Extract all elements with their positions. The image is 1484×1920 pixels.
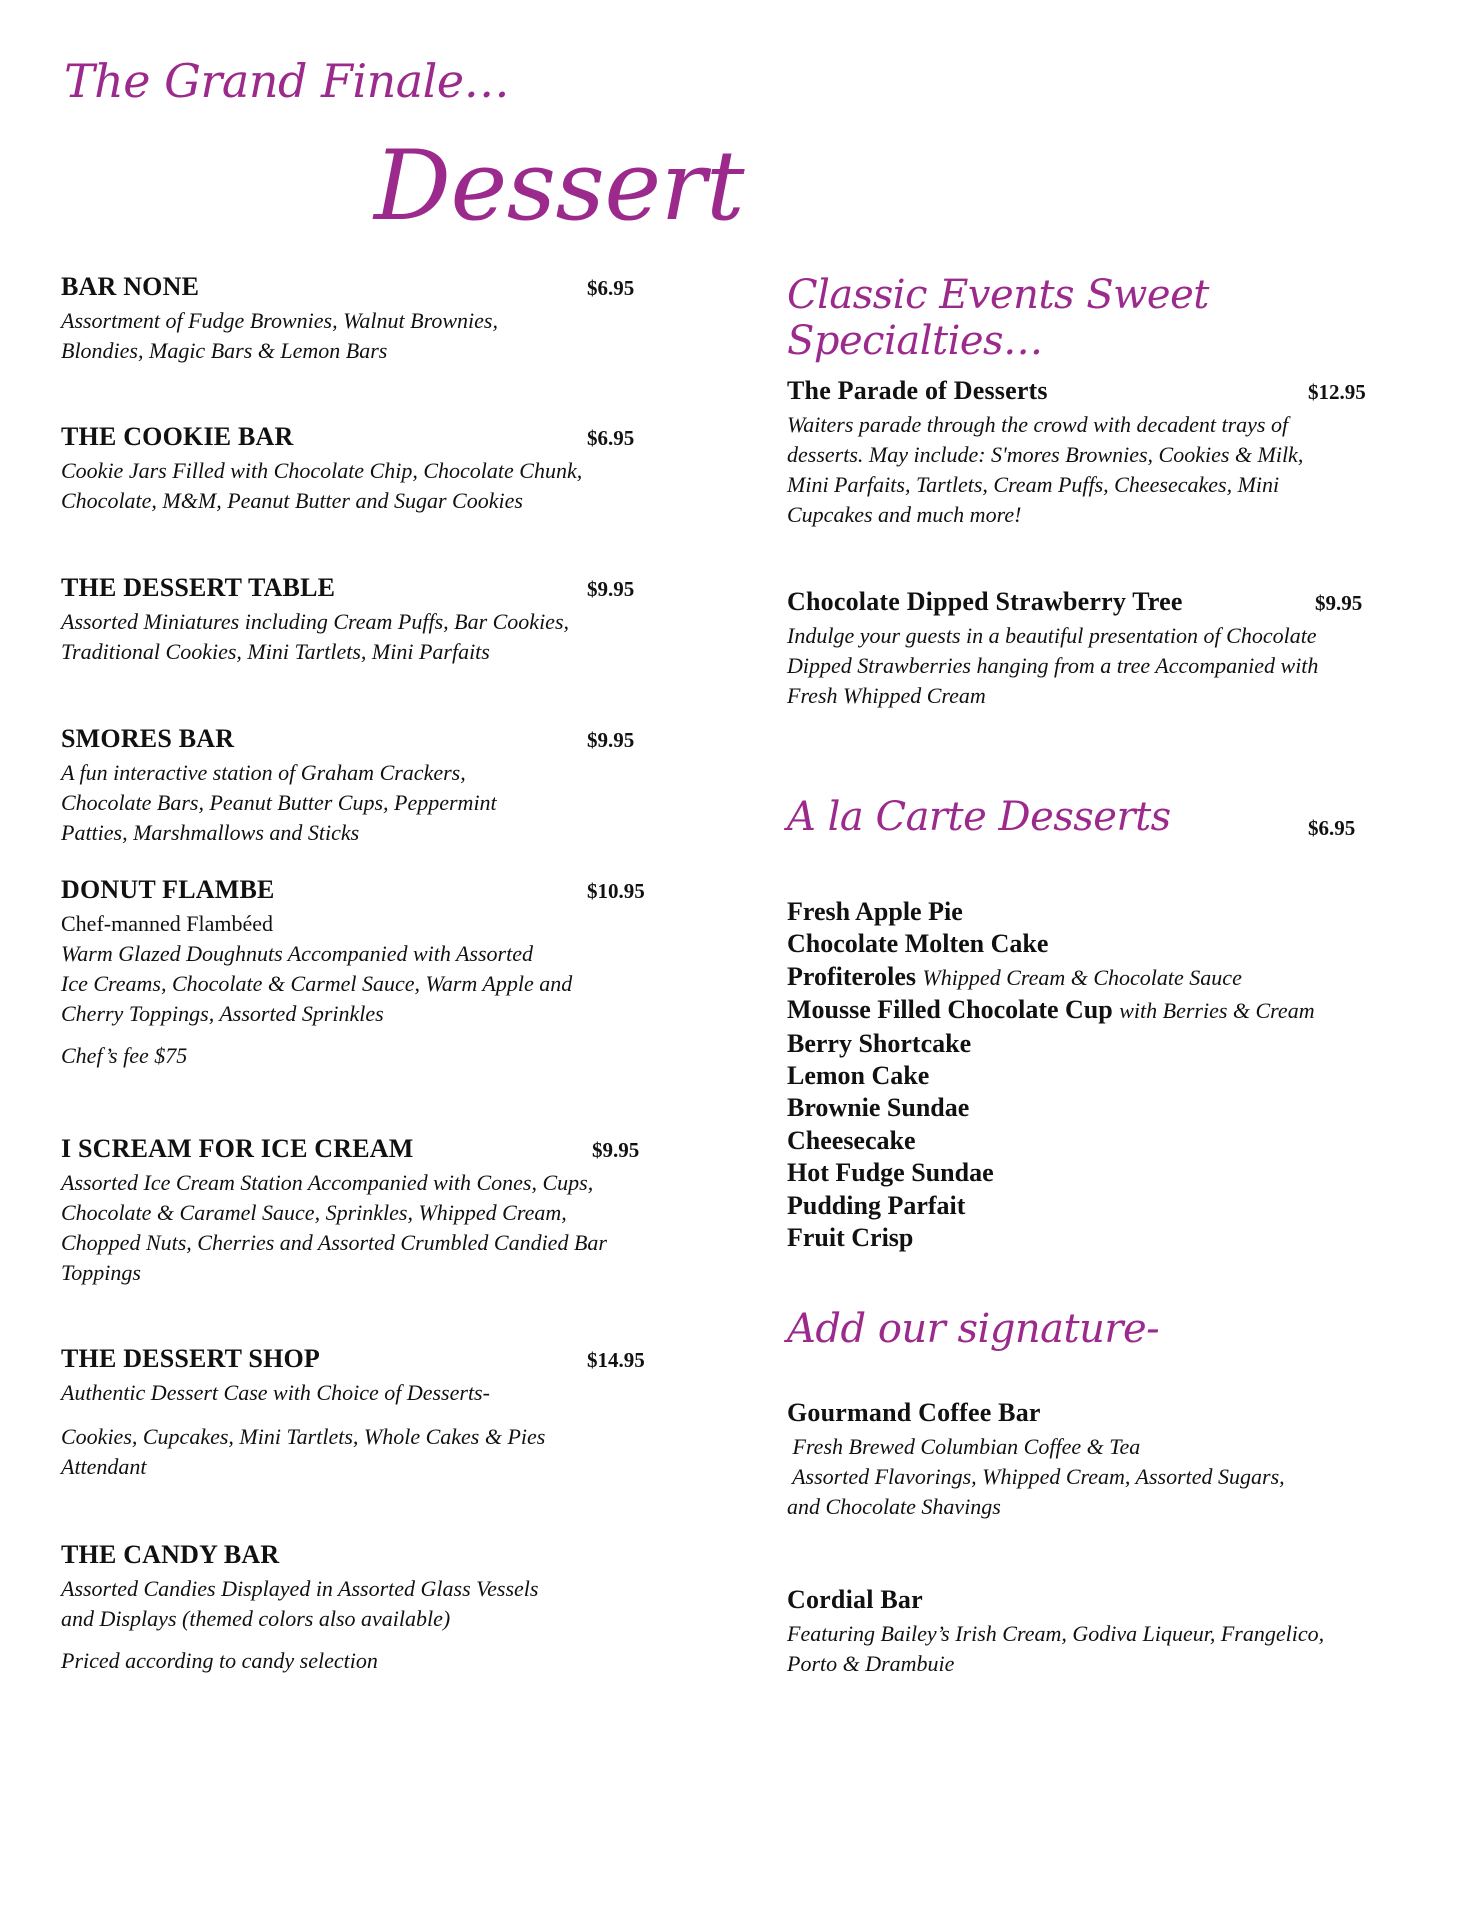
- item-price: $10.95: [587, 879, 645, 903]
- item-description-line: Assorted Candies Displayed in Assorted Glass Vessels: [61, 1576, 539, 1601]
- item-description-line: Chopped Nuts, Cherries and Assorted Crumbled Candied Bar: [61, 1230, 607, 1255]
- menu-item-cookie-bar: [61, 422, 701, 516]
- item-description-line: Assortment of Fudge Brownies, Walnut Brownies,: [61, 308, 498, 333]
- item-price: $9.95: [1315, 591, 1363, 615]
- signature-heading: Add our signature-: [787, 1306, 1160, 1352]
- item-description-line: Chocolate Bars, Peanut Butter Cups, Peppermint: [61, 790, 497, 815]
- list-item: [787, 994, 1467, 1027]
- item-name: SMORES BAR: [61, 724, 235, 753]
- menu-item-dessert-shop: [61, 1344, 701, 1482]
- item-description-line: Chocolate & Caramel Sauce, Sprinkles, Whipped Cream,: [61, 1200, 567, 1225]
- list-item: [787, 1060, 1467, 1092]
- item-description-line: Chocolate, M&M, Peanut Butter and Sugar Cookies: [61, 488, 523, 513]
- item-name: Cordial Bar: [787, 1585, 923, 1614]
- item-description-line: Patties, Marshmallows and Sticks: [61, 820, 360, 845]
- item-description-line: and Displays (themed colors also available): [61, 1606, 451, 1631]
- item-subtitle: Chef-manned Flambéed: [61, 911, 273, 936]
- item-price: $9.95: [592, 1138, 640, 1162]
- item-price: $6.95: [587, 426, 635, 450]
- list-item: [787, 928, 1467, 960]
- list-item: [787, 961, 1467, 994]
- menu-item-cordial-bar: [787, 1585, 1427, 1679]
- item-description-line: Assorted Ice Cream Station Accompanied with Cones, Cups,: [61, 1170, 594, 1195]
- item-note: Chef’s fee $75: [61, 1043, 188, 1068]
- item-description-line: Mini Parfaits, Tartlets, Cream Puffs, Cheesecakes, Mini: [787, 472, 1280, 497]
- item-name: THE DESSERT SHOP: [61, 1344, 321, 1373]
- list-item: [787, 1222, 1467, 1254]
- item-price: $9.95: [587, 577, 635, 601]
- item-description-line: Cherry Toppings, Assorted Sprinkles: [61, 1001, 384, 1026]
- a-la-carte-heading: A la Carte Desserts: [787, 794, 1171, 840]
- item-note: Priced according to candy selection: [61, 1648, 378, 1673]
- list-item-name: Profiteroles: [787, 961, 916, 991]
- list-item-name: Cheesecake: [787, 1125, 916, 1155]
- a-la-carte-price: $6.95: [1308, 816, 1356, 840]
- list-item-name: Chocolate Molten Cake: [787, 929, 1049, 959]
- item-name: THE CANDY BAR: [61, 1540, 280, 1569]
- item-description-line: Featuring Bailey’s Irish Cream, Godiva Liqueur, Frangelico,: [787, 1621, 1325, 1646]
- item-name: THE COOKIE BAR: [61, 422, 294, 451]
- list-item: [787, 1190, 1467, 1222]
- item-price: $9.95: [587, 728, 635, 752]
- item-name: Chocolate Dipped Strawberry Tree: [787, 587, 1183, 616]
- menu-item-candy-bar: [61, 1540, 701, 1676]
- tagline-heading: The Grand Finale…: [64, 54, 510, 108]
- item-description-line: Cookie Jars Filled with Chocolate Chip, Chocolate Chunk,: [61, 458, 583, 483]
- item-description-line: and Chocolate Shavings: [787, 1494, 1001, 1519]
- menu-item-smores-bar: [61, 724, 701, 848]
- menu-item-strawberry-tree: [787, 587, 1427, 711]
- item-description-line: Cupcakes and much more!: [787, 502, 1022, 527]
- item-name: I SCREAM FOR ICE CREAM: [61, 1134, 414, 1163]
- menu-item-donut-flambe: [61, 875, 701, 1071]
- list-item-detail: Whipped Cream & Chocolate Sauce: [922, 964, 1242, 990]
- menu-item-parade-of-desserts: [787, 376, 1427, 530]
- item-description-line: Assorted Miniatures including Cream Puffs, Bar Cookies,: [61, 609, 570, 634]
- list-item-name: Fruit Crisp: [787, 1223, 914, 1253]
- item-description-line: Traditional Cookies, Mini Tartlets, Mini Parfaits: [61, 639, 490, 664]
- item-description-line: Toppings: [61, 1260, 141, 1285]
- item-name: BAR NONE: [61, 272, 200, 301]
- page-title: Dessert: [374, 130, 745, 242]
- item-description-line: Porto & Drambuie: [787, 1651, 955, 1676]
- item-description-line: Fresh Brewed Columbian Coffee & Tea: [787, 1434, 1141, 1459]
- item-description-line: Blondies, Magic Bars & Lemon Bars: [61, 338, 388, 363]
- menu-item-dessert-table: [61, 573, 701, 667]
- item-name: THE DESSERT TABLE: [61, 573, 336, 602]
- list-item: [787, 1092, 1467, 1124]
- item-price: $12.95: [1308, 380, 1366, 404]
- menu-item-ice-cream: [61, 1134, 701, 1288]
- list-item-name: Berry Shortcake: [787, 1028, 972, 1058]
- list-item: [787, 1028, 1467, 1060]
- item-description-line: Warm Glazed Doughnuts Accompanied with Assorted: [61, 941, 533, 966]
- item-description-line: Dipped Strawberries hanging from a tree Accompanied with: [787, 653, 1319, 678]
- a-la-carte-list: [787, 896, 1467, 1254]
- item-description-line: desserts. May include: S'mores Brownies, Cookies & Milk,: [787, 442, 1304, 467]
- list-item-name: Hot Fudge Sundae: [787, 1158, 994, 1188]
- list-item-name: Lemon Cake: [787, 1061, 930, 1091]
- item-description-line: A fun interactive station of Graham Crackers,: [61, 760, 466, 785]
- item-description-line: Ice Creams, Chocolate & Carmel Sauce, Warm Apple and: [61, 971, 573, 996]
- menu-item-coffee-bar: [787, 1398, 1427, 1522]
- list-item-name: Mousse Filled Chocolate Cup: [787, 995, 1113, 1025]
- item-description-line: Cookies, Cupcakes, Mini Tartlets, Whole Cakes & Pies: [61, 1424, 546, 1449]
- item-price: $14.95: [587, 1348, 645, 1372]
- item-description-line: Waiters parade through the crowd with decadent trays of: [787, 412, 1289, 437]
- list-item: [787, 1157, 1467, 1189]
- item-name: The Parade of Desserts: [787, 376, 1048, 405]
- item-description-line: Assorted Flavorings, Whipped Cream, Assorted Sugars,: [787, 1464, 1285, 1489]
- item-description-line: Indulge your guests in a beautiful presentation of Chocolate: [787, 623, 1317, 648]
- list-item: [787, 896, 1467, 928]
- list-item-detail: with Berries & Cream: [1119, 998, 1315, 1024]
- list-item-name: Brownie Sundae: [787, 1093, 970, 1123]
- list-item: [787, 1125, 1467, 1157]
- specialties-heading: Classic Events Sweet Specialties…: [787, 272, 1209, 364]
- item-description-line: Fresh Whipped Cream: [787, 683, 986, 708]
- list-item-name: Pudding Parfait: [787, 1190, 966, 1220]
- menu-item-bar-none: [61, 272, 701, 366]
- item-name: DONUT FLAMBE: [61, 875, 275, 904]
- item-description-line: Authentic Dessert Case with Choice of Desserts-: [61, 1380, 490, 1405]
- item-name: Gourmand Coffee Bar: [787, 1398, 1041, 1427]
- item-price: $6.95: [587, 276, 635, 300]
- list-item-name: Fresh Apple Pie: [787, 897, 963, 926]
- item-description-line: Attendant: [61, 1454, 147, 1479]
